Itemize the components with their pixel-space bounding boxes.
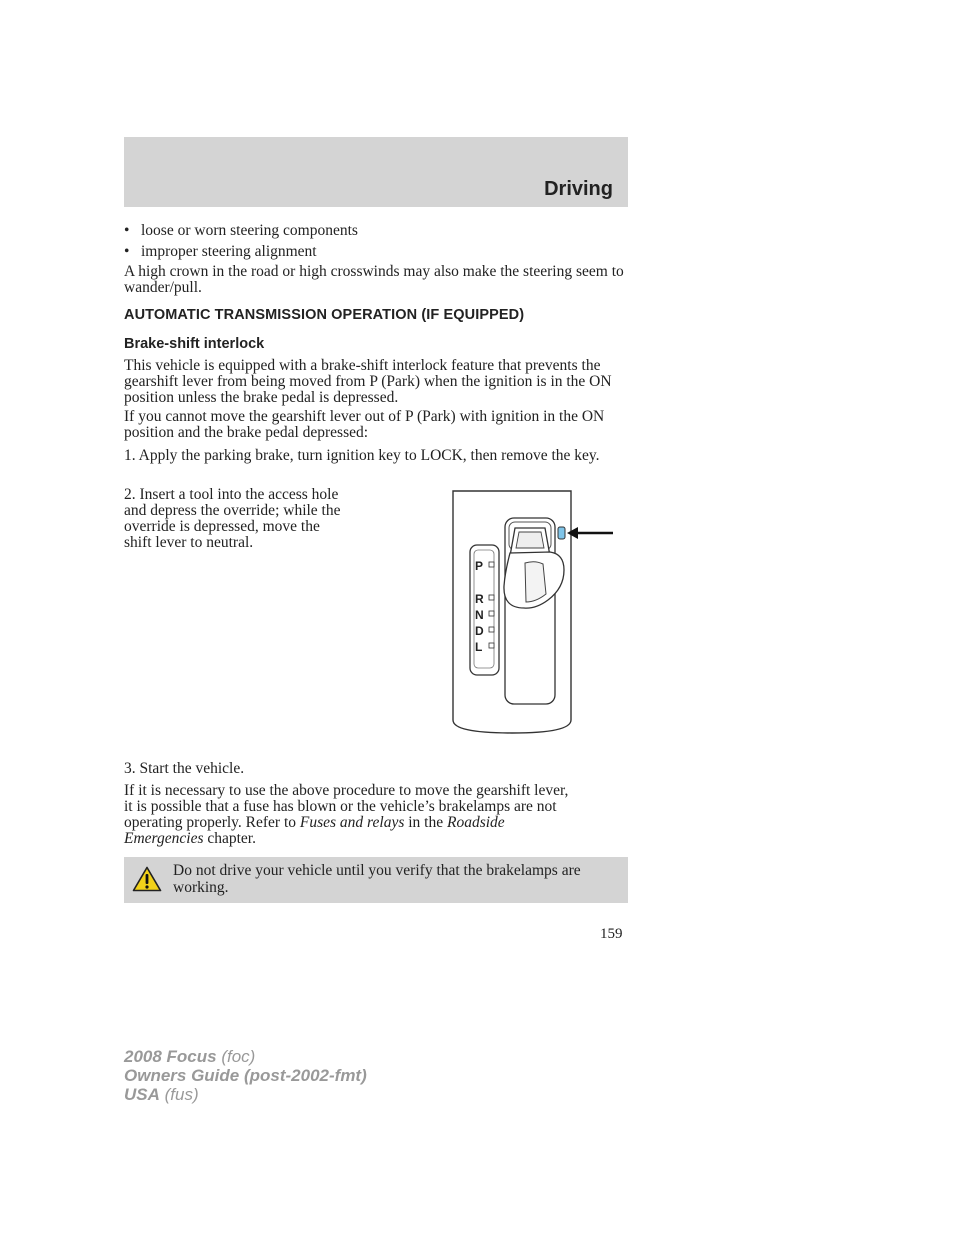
paragraph-fuse-line: it is possible that a fuse has blown or the vehicle’s brakelamps are not xyxy=(124,798,557,815)
paragraph-crown: A high crown in the road or high crosswinds may also make the steering seem to wander/pull. xyxy=(124,263,624,296)
footer-line xyxy=(124,1047,367,1066)
paragraph-fuse-line xyxy=(124,831,644,847)
gear-label-l: L xyxy=(475,640,483,654)
arrow-icon xyxy=(567,527,613,539)
page-number: 159 xyxy=(600,926,623,942)
fuse-text: operating properly. Refer to xyxy=(124,814,300,831)
step-1: 1. Apply the parking brake, turn ignition key to LOCK, then remove the key. xyxy=(124,447,600,464)
paragraph-fuse-line: If it is necessary to use the above procedure to move the gearshift lever, xyxy=(124,782,569,799)
bullet-text: loose or worn steering components xyxy=(141,222,358,239)
step-2-line: 2. Insert a tool into the access hole xyxy=(124,486,339,503)
fuses-relays-ref: Fuses and relays xyxy=(299,814,405,831)
step-2-line: override is depressed, move the xyxy=(124,518,320,535)
gear-label-p: P xyxy=(475,559,484,573)
section-heading: AUTOMATIC TRANSMISSION OPERATION (IF EQUIPPED) xyxy=(124,307,525,323)
warning-triangle-icon xyxy=(132,866,162,892)
bullet-item: • improper steering alignment xyxy=(124,243,317,260)
chapter-header-band xyxy=(124,137,628,207)
paragraph-fuse xyxy=(124,783,644,847)
paragraph-interlock: This vehicle is equipped with a brake-shift interlock feature that prevents the gearshift lever from being moved from P (Park) when the ignition is in the ON position unless the brake pedal is depressed. xyxy=(124,357,612,406)
footer-market: USA xyxy=(124,1085,160,1104)
warning-box xyxy=(124,857,628,903)
fuse-text: chapter. xyxy=(203,830,256,847)
bullet-item: • loose or worn steering components xyxy=(124,222,358,239)
footer-line xyxy=(124,1066,367,1085)
document-footer xyxy=(124,1047,367,1104)
footer-code: (fus) xyxy=(159,1085,199,1104)
chapter-title: Driving xyxy=(544,178,613,200)
override-access-hole-indicator xyxy=(558,527,565,539)
gear-label-n: N xyxy=(475,608,484,622)
paragraph-cannot-move: If you cannot move the gearshift lever out of P (Park) with ignition in the ON position and the brake pedal depressed: xyxy=(124,408,605,441)
step-2 xyxy=(124,487,384,551)
footer-code: (foc) xyxy=(216,1047,256,1066)
bullet-text: improper steering alignment xyxy=(141,243,317,260)
emergencies-ref: Emergencies xyxy=(124,830,204,847)
footer-model: 2008 Focus xyxy=(124,1047,217,1066)
fuse-text: in the xyxy=(404,814,447,831)
footer-guide: Owners Guide (post-2002-fmt) xyxy=(124,1066,367,1085)
gearshift-diagram xyxy=(440,488,620,738)
warning-text: Do not drive your vehicle until you verify that the brakelamps are working. xyxy=(173,862,581,896)
gear-label-d: D xyxy=(475,624,484,638)
paragraph-fuse-line xyxy=(124,815,644,831)
subsection-heading: Brake-shift interlock xyxy=(124,336,265,352)
step-3: 3. Start the vehicle. xyxy=(124,760,245,777)
footer-line xyxy=(124,1085,367,1104)
roadside-ref: Roadside xyxy=(446,814,505,831)
step-2-line: and depress the override; while the xyxy=(124,502,341,519)
step-2-line: shift lever to neutral. xyxy=(124,534,254,551)
gear-label-r: R xyxy=(475,592,484,606)
